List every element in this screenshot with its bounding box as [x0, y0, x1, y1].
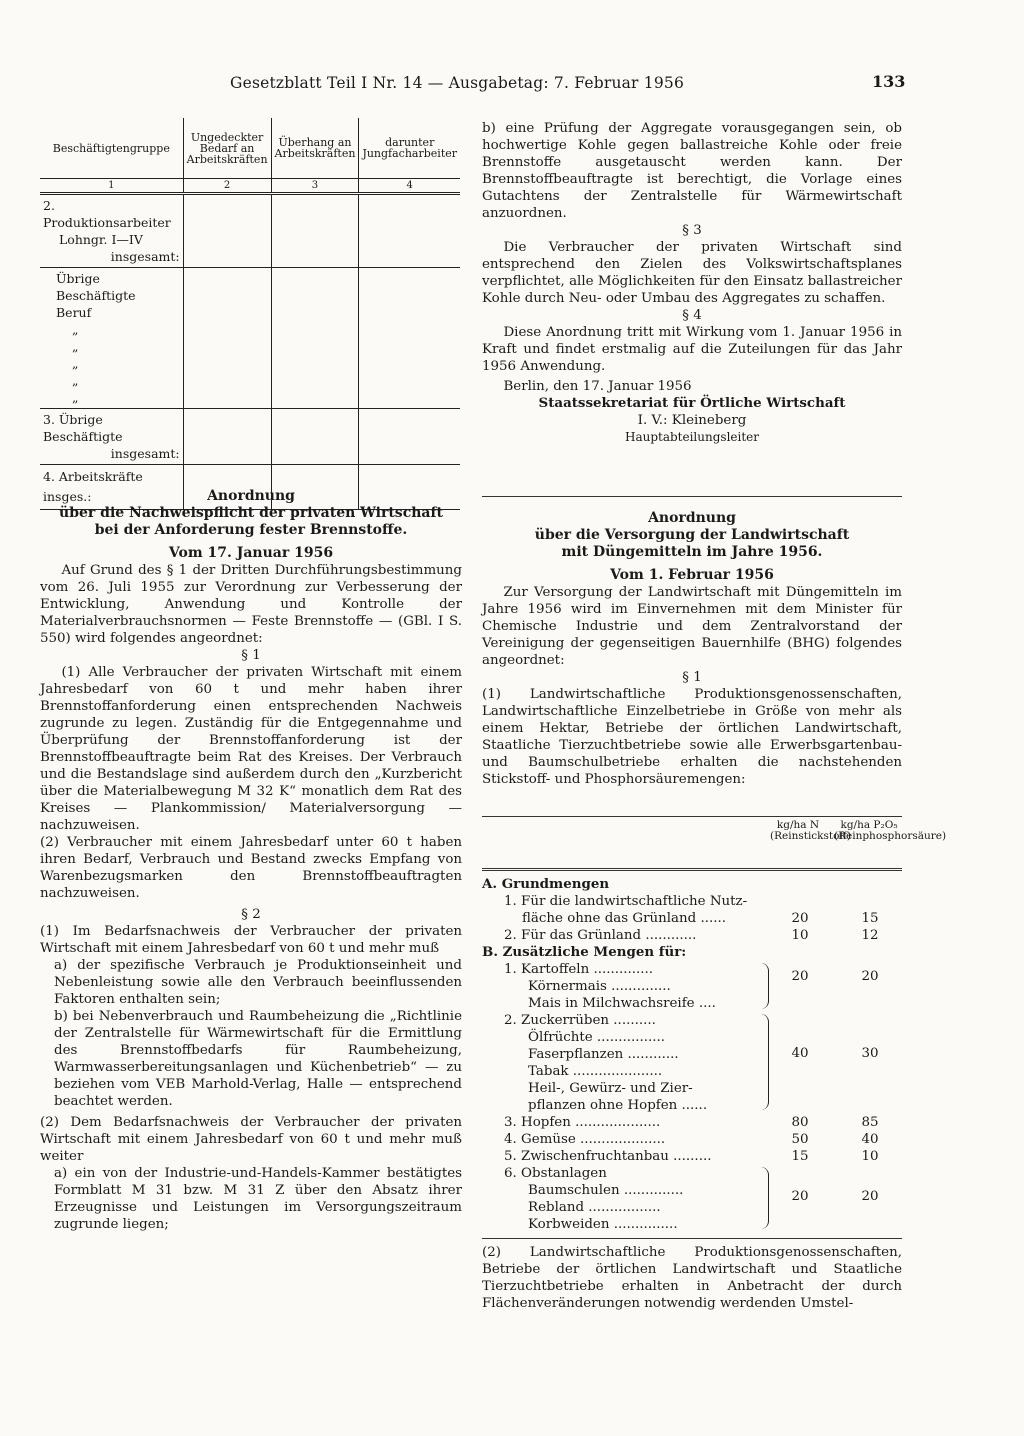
right-article	[482, 510, 902, 788]
col-header-demand: Ungedeckter Bedarf an Arbeitskräften	[183, 118, 271, 179]
signer-role: Hauptabteilungsleiter	[624, 430, 760, 444]
brace	[760, 1167, 769, 1229]
ditto-mark: „	[72, 390, 79, 405]
paragraph: b) bei Nebenverbrauch und Raumbeheizung die „Richtlinie der Zentralstelle für Wärmewirtschaft für die Ermittlung des Brennstoffbedarfs für Raumbeheizung, Warmwasserbereitungsanlagen und Küchenbetrieb“ — zu beziehen vom VEB Marhold-Verlag, Halle — entsprechend beachtet werden.	[54, 1009, 462, 1109]
article-title: Anordnung	[207, 488, 295, 504]
article-date: Vom 1. Februar 1956	[610, 567, 774, 583]
col-header-journeymen: darunter Jungfacharbeiter	[359, 118, 460, 179]
brace	[760, 963, 769, 1009]
place-date: Berlin, den 17. Januar 1956	[503, 379, 692, 394]
value-n: 50	[791, 1132, 809, 1147]
paragraph: (1) Im Bedarfsnachweis der Verbraucher der privaten Wirtschaft mit einem Jahresbedarf von 60 t und mehr muß	[40, 924, 462, 956]
value-n: 80	[791, 1115, 809, 1130]
paragraph: (2) Landwirtschaftliche Produktionsgenossenschaften, Betriebe der örtlichen Landwirtschaft und Staatliche Tierzuchtbetriebe erhalten in Anbetracht der durch Flächenveränderungen notwendig werdenden Umstel-	[482, 1245, 902, 1311]
value-n: 10	[791, 928, 809, 943]
value-p: 12	[861, 928, 879, 943]
table-row	[40, 194, 460, 268]
section-heading: § 4	[682, 308, 702, 323]
row-label: Körnermais ..............	[528, 979, 671, 994]
row-label: Baumschulen ..............	[528, 1183, 684, 1198]
table-row	[40, 268, 460, 409]
section-heading: § 1	[682, 670, 702, 685]
value-p: 20	[861, 1189, 879, 1204]
row-label: 4. Arbeitskräfte insges.:	[40, 465, 183, 510]
signature: I. V.: Kleineberg	[637, 413, 747, 428]
row-label: Übrige Beschäftigte	[56, 271, 136, 303]
issuing-authority: Staatssekretariat für Örtliche Wirtschaft	[538, 395, 846, 411]
right-column-top	[482, 120, 902, 446]
row-label: Beruf	[56, 305, 92, 320]
value-p: 20	[861, 969, 879, 984]
ditto-mark: „	[72, 373, 79, 388]
brace	[760, 1014, 769, 1110]
section-heading: § 2	[241, 907, 261, 922]
value-p: 85	[861, 1115, 879, 1130]
row-label: 3. Übrige Beschäftigte	[43, 412, 123, 444]
paragraph: (2) Verbraucher mit einem Jahresbedarf unter 60 t haben ihren Bedarf, Verbrauch und Bestand zwecks Empfang von Warenbezugsmarken den Brennstoffbeauftragten nachzuweisen.	[40, 835, 462, 901]
value-p: 30	[861, 1046, 879, 1061]
value-p: 10	[861, 1149, 879, 1164]
group-label: B. Zusätzliche Mengen für:	[482, 944, 687, 960]
article-title: über die Versorgung der Landwirtschaft	[534, 527, 850, 543]
col-number: 2	[183, 179, 271, 194]
article-title: mit Düngemitteln im Jahre 1956.	[561, 544, 823, 560]
value-n: 15	[791, 1149, 809, 1164]
row-label: 3. Hopfen ....................	[504, 1115, 661, 1130]
paragraph: b) eine Prüfung der Aggregate vorausgegangen sein, ob hochwertige Kohle gegen ballastreiche Kohle oder freie Brennstoffe ausgetauscht werden kann. Der Brennstoffbeauftragte ist berechtigt, die Vorlage eines Gutachtens der Zentralstelle für Wärmewirtschaft anzuordnen.	[482, 121, 902, 221]
table-bottom-rule	[482, 1238, 902, 1239]
col-header-nitrogen: kg/ha N (Reinstickstoff)	[770, 819, 852, 842]
table-group	[482, 1012, 902, 1114]
paragraph: Die Verbraucher der privaten Wirtschaft sind entsprechend den Zielen des Volkswirtschaftsplanes verpflichtet, alle Möglichkeiten für den Einsatz ballastreicher Kohle durch Neu- oder Umbau des Aggregates zu schaffen.	[482, 240, 902, 306]
row-label: Faserpflanzen ............	[528, 1047, 679, 1062]
paragraph: a) der spezifische Verbrauch je Produktionseinheit und Nebenleistung sowie alle den Verbrauch beeinflussenden Faktoren enthalten sein;	[54, 958, 462, 1007]
col-number: 3	[271, 179, 359, 194]
table-row	[40, 409, 460, 465]
ditto-mark: „	[72, 339, 79, 354]
article-title: über die Nachweispflicht der privaten Wirtschaft	[59, 505, 443, 521]
row-label: 2. Produktionsarbeiter	[43, 198, 171, 230]
row-label: Korbweiden ...............	[528, 1217, 678, 1232]
paragraph: Auf Grund des § 1 der Dritten Durchführungsbestimmung vom 26. Juli 1955 zur Verordnung zur Verbesserung der Entwicklung, Anwendung und Kontrolle der Materialverbrauchsnormen — Feste Brennstoffe — (GBl. I S. 550) wird folgendes angeordnet:	[40, 563, 462, 646]
page-number: 133	[872, 72, 906, 91]
table-header-rule	[482, 868, 902, 871]
row-label: Heil-, Gewürz- und Zier-	[528, 1081, 693, 1096]
row-label: 2. Zuckerrüben ..........	[504, 1013, 656, 1028]
article-title: Anordnung	[648, 510, 736, 526]
row-label: Ölfrüchte ................	[528, 1030, 666, 1045]
col-number: 4	[359, 179, 460, 194]
row-label: 5. Zwischenfruchtanbau .........	[504, 1149, 712, 1164]
left-article	[40, 488, 462, 1233]
article-date: Vom 17. Januar 1956	[168, 545, 334, 561]
row-label: insgesamt:	[110, 446, 180, 461]
article-title: bei der Anforderung fester Brennstoffe.	[94, 522, 408, 538]
paragraph: (2) Dem Bedarfsnachweis der Verbraucher der privaten Wirtschaft mit einem Jahresbedarf von 60 t und mehr muß weiter	[40, 1115, 462, 1164]
section-heading: § 1	[241, 648, 261, 663]
ditto-mark: „	[72, 322, 79, 337]
paragraph: Diese Anordnung tritt mit Wirkung vom 1. Januar 1956 in Kraft und findet erstmalig auf die Zuteilungen für das Jahr 1956 Anwendung.	[482, 325, 902, 374]
table-group	[482, 1165, 902, 1233]
paragraph: (1) Alle Verbraucher der privaten Wirtschaft mit einem Jahresbedarf von 60 t und mehr haben ihrer Brennstoffanforderung einen entsprechenden Nachweis zugrunde zu legen. Zuständig für die Entgegennahme und Überprüfung der Brennstoffanforderung ist der Brennstoffbeauftragte beim Rat des Kreises. Der Verbrauch und die Bestandslage sind außerdem durch den „Kurzbericht über die Materialbewegung M 32 K“ monatlich dem Rat des Kreises — Plankommission/ Materialversorgung — nachzuweisen.	[40, 665, 462, 833]
row-label: Lohngr. I—IV	[59, 232, 143, 247]
row-label: Tabak .....................	[528, 1064, 663, 1079]
ditto-mark: „	[72, 356, 79, 371]
row-label: 6. Obstanlagen	[504, 1166, 607, 1181]
row-label: fläche ohne das Grünland ......	[522, 911, 726, 926]
group-label: A. Grundmengen	[482, 876, 610, 892]
value-n: 40	[791, 1046, 809, 1061]
row-label: 1. Kartoffeln ..............	[504, 962, 654, 977]
row-label: Rebland .................	[528, 1200, 661, 1215]
col-header-surplus: Überhang an Arbeitskräften	[271, 118, 359, 179]
page-header: Gesetzblatt Teil I Nr. 14 — Ausgabetag: 7. Februar 1956	[230, 74, 685, 92]
paragraph: Zur Versorgung der Landwirtschaft mit Düngemitteln im Jahre 1956 wird im Einvernehmen mit dem Minister für Chemische Industrie und dem Zentralvorstand der Vereinigung der gegenseitigen Bauernhilfe (BHG) folgendes angeordnet:	[482, 585, 902, 668]
section-heading: § 3	[682, 223, 702, 238]
row-label: pflanzen ohne Hopfen ......	[528, 1098, 708, 1113]
value-n: 20	[791, 911, 809, 926]
row-label: 2. Für das Grünland ............	[504, 928, 697, 943]
row-label: Mais in Milchwachsreife ....	[528, 996, 716, 1011]
col-header-phosphor: kg/ha P₂O₅ (Reinphosphorsäure)	[834, 819, 947, 842]
col-header-group: Beschäftigtengruppe	[40, 118, 183, 179]
value-p: 15	[861, 911, 879, 926]
table-group	[482, 961, 902, 1012]
value-n: 20	[791, 969, 809, 984]
paragraph: a) ein von der Industrie-und-Handels-Kammer bestätigtes Formblatt M 31 bzw. M 31 Z über den Absatz ihrer Erzeugnisse und Leistungen im Versorgungszeitraum zugrunde liegen;	[54, 1166, 462, 1232]
row-label: 4. Gemüse ....................	[504, 1132, 666, 1147]
row-label: insgesamt:	[110, 249, 180, 264]
col-number: 1	[40, 179, 183, 194]
paragraph: (1) Landwirtschaftliche Produktionsgenossenschaften, Landwirtschaftliche Einzelbetriebe in Größe von mehr als einem Hektar, Betriebe der örtlichen Landwirtschaft, Staatliche Tierzuchtbetriebe sowie alle Erwerbsgartenbau- und Baumschulbetriebe erhalten die nachstehenden Stickstoff- und Phosphorsäuremengen:	[482, 687, 902, 787]
employee-table	[40, 118, 460, 510]
value-n: 20	[791, 1189, 809, 1204]
fertilizer-table	[482, 876, 902, 1233]
divider	[482, 496, 902, 497]
value-p: 40	[861, 1132, 879, 1147]
row-label: 1. Für die landwirtschaftliche Nutz-	[504, 894, 748, 909]
table-top-rule	[482, 816, 902, 817]
